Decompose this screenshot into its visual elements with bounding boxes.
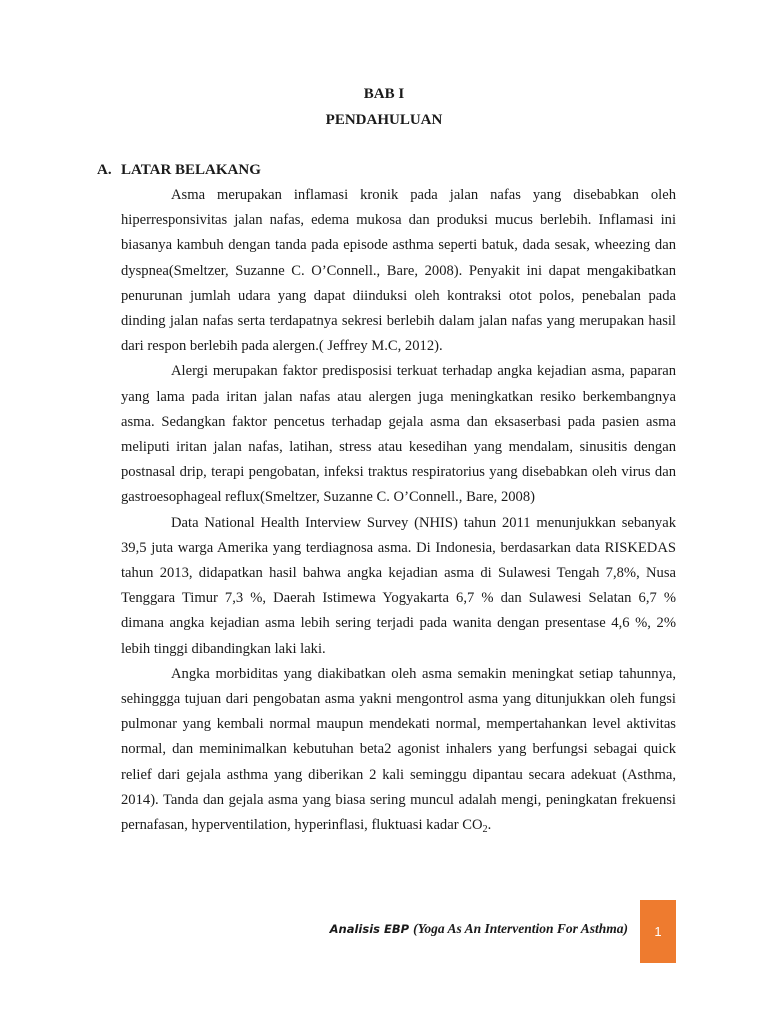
paragraph: Data National Health Interview Survey (NHIS) tahun 2011 menunjukkan sebanyak 39,5 juta warga Amerika yang terdiagnosa asma. Di Indonesia, berdasarkan data RISKEDAS tahun 2013, didapatkan hasil bahwa angka kejadian asma di Sulawesi Tengah 7,8%, Nusa Tenggara Timur 7,3 %, Daerah Istimewa Yogyakarta 6,7 % dan Sulawesi Selatan 6,7 % dimana angka kejadian asma lebih sering terjadi pada wanita dengan presentase 4,6 %, 2% lebih tinggi dibandingkan laki laki. xyxy=(121,514,676,657)
paragraph: Alergi merupakan faktor predisposisi terkuat terhadap angka kejadian asma, paparan yang lama pada iritan jalan nafas atau alergen juga meningkatkan resiko berkembangnya asma. Sedangkan faktor pencetus terhadap gejala asma dan eksaserbasi pada pasien asma meliputi iritan jalan nafas, latihan, stress atau kesedihan yang mendalam, sinusitis dengan postnasal drip, terapi pengobatan, infeksi traktus respiratorius yang disebabkan oleh virus dan gastroesophageal reflux(Smeltzer, Suzanne C. O’Connell., Bare, 2008) xyxy=(121,363,676,506)
chapter-title: PENDAHULUAN xyxy=(325,112,443,128)
footer-title: (Yoga As An Intervention For Asthma) xyxy=(413,921,628,936)
chapter-heading: BAB I xyxy=(363,86,405,102)
footer-prefix: Analisis EBP xyxy=(329,922,410,936)
section-number: A. xyxy=(97,162,112,178)
paragraph-end: . xyxy=(487,817,492,834)
paragraph: Asma merupakan inflamasi kronik pada jalan nafas yang disebabkan oleh hiperresponsivitas jalan nafas, edema mukosa dan produksi mucus berlebih. Inflamasi ini biasanya kambuh dengan tanda pada episode asthma seperti batuk, dada sesak, wheezing dan dyspnea(Smeltzer, Suzanne C. O’Connell., Bare, 2008). Penyakit ini dapat mengakibatkan penurunan jumlah udara yang dapat diinduksi oleh kontraksi otot polos, penebalan pada dinding jalan nafas serta terdapatnya sekresi berlebih dalam jalan nafas yang merupakan hasil dari respon berlebih pada alergen.( Jeffrey M.C, 2012). xyxy=(121,187,676,355)
section-title: LATAR BELAKANG xyxy=(121,162,261,178)
body-text xyxy=(121,183,676,838)
paragraph-text: Angka morbiditas yang diakibatkan oleh asma semakin meningkat setiap tahunnya, sehinggga tujuan dari pengobatan asma yakni mengontrol asma yang ditunjukkan oleh fungsi pulmonar yang kembali normal maupun mendekati normal, mempertahankan level aktivitas normal, dan meminimalkan kebutuhan beta2 agonist inhalers yang berfungsi sebagai quick relief dari gejala asthma yang diberikan 2 kali seminggu dipantau secara adekuat (Asthma, 2014). Tanda dan gejala asma yang biasa sering muncul adalah mengi, peningkatan frekuensi pernafasan, hyperventilation, hyperinflasi, fluktuasi kadar CO xyxy=(121,665,676,834)
subscript-two: 2 xyxy=(482,824,488,836)
section-heading xyxy=(97,162,261,179)
page-number: 1 xyxy=(654,924,662,939)
footer xyxy=(0,921,628,937)
page-number-badge xyxy=(640,900,676,963)
paragraph xyxy=(121,662,676,838)
